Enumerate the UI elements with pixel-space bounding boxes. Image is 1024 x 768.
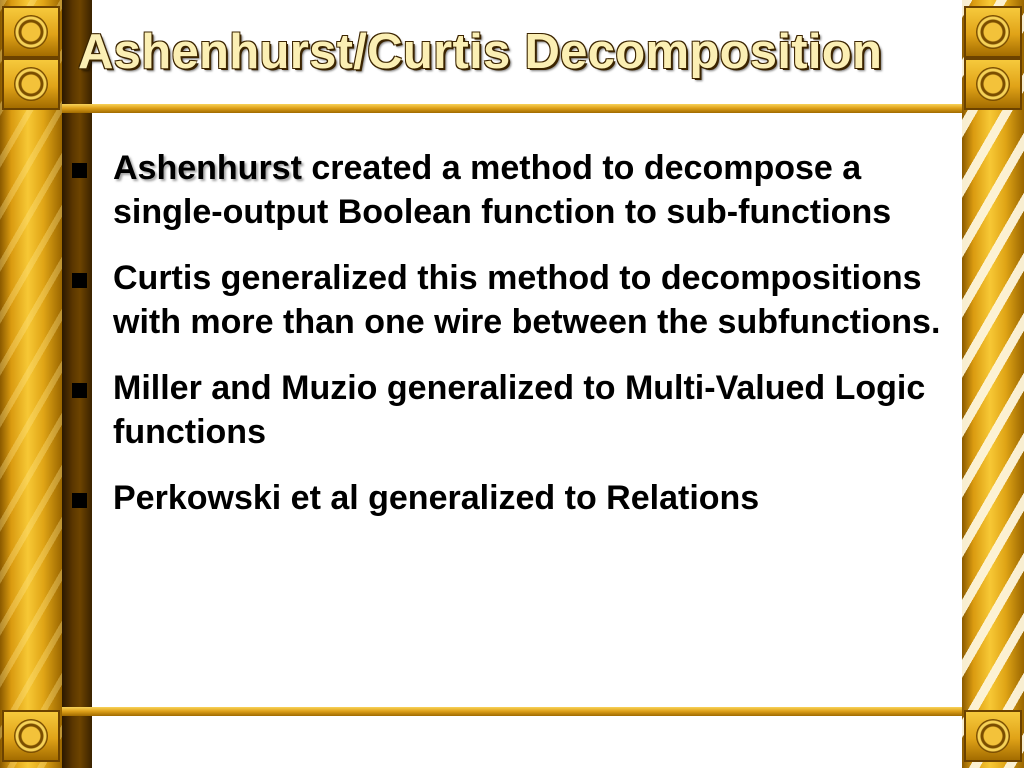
bullet-item	[72, 146, 956, 234]
bullet-text: created a method to decompose a single-output Boolean function to sub-functions	[113, 149, 892, 231]
bullet-list	[72, 146, 956, 542]
bullet-text: Miller and Muzio generalized to Multi-Valued Logic functions	[113, 369, 926, 451]
bullet-text: Curtis generalized this method to decompositions with more than one wire between the subfunctions.	[113, 259, 941, 341]
bullet-item	[72, 366, 956, 454]
square-bullet-icon	[72, 163, 87, 178]
square-bullet-icon	[72, 273, 87, 288]
square-bullet-icon	[72, 493, 87, 508]
bullet-item	[72, 476, 956, 520]
ring-ornament-icon	[2, 710, 60, 762]
ring-ornament-icon	[2, 58, 60, 110]
slide-title: Ashenhurst/Curtis Decomposition	[78, 25, 883, 79]
ring-ornament-icon	[2, 6, 60, 58]
ring-ornament-icon	[964, 710, 1022, 762]
ring-ornament-icon	[964, 58, 1022, 110]
bottom-gold-bar	[62, 707, 962, 716]
right-gold-column	[962, 0, 1024, 768]
left-gold-column	[0, 0, 62, 768]
square-bullet-icon	[72, 383, 87, 398]
bullet-lead-name: Ashenhurst	[113, 149, 302, 187]
bullet-item	[72, 256, 956, 344]
ring-ornament-icon	[964, 6, 1022, 58]
bullet-text: Perkowski et al generalized to Relations	[113, 479, 760, 517]
top-gold-bar	[62, 104, 962, 113]
